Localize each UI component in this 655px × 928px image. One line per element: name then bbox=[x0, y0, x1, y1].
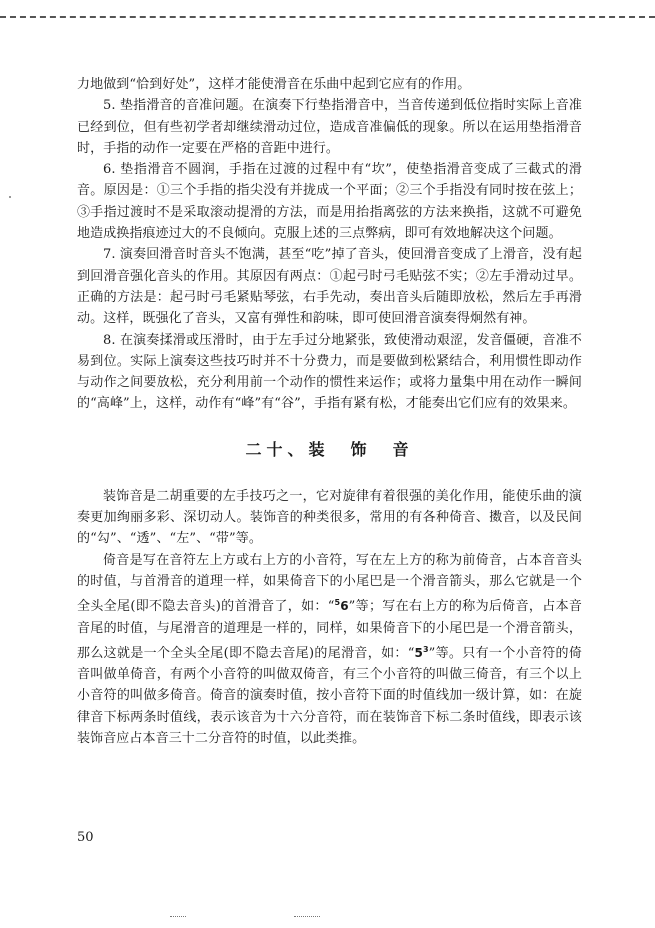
grace-text-b: ”等；写在右上方的称为后倚音，占本音音尾的时值，与尾滑音的道理是一样的，同样，如果倚音下的小尾巴是一个滑音箭头，那么这就是一个全头全尾(即不隐去音尾)的尾滑音，如：“ bbox=[77, 599, 583, 661]
grace-note-example-front bbox=[335, 599, 349, 613]
paragraph-grace-notes bbox=[77, 550, 582, 750]
grace-note-main-2: 5 bbox=[414, 645, 423, 660]
top-dashed-rule bbox=[0, 16, 655, 18]
grace-note-small: 5 bbox=[334, 598, 341, 608]
page-number: 50 bbox=[77, 830, 94, 845]
paragraph-item-5: 5. 垫指滑音的音准问题。在演奏下行垫指滑音中，当音传递到低位指时实际上音准已经到位，但有些初学者却继续滑动过位，造成音准偏低的现象。所以在运用垫指滑音时，手指的动作一定要在严格的音距中进行。 bbox=[77, 98, 582, 156]
bottom-scan-marks bbox=[170, 916, 390, 920]
page-body bbox=[77, 74, 582, 749]
grace-text-c: ”等。只有一个小音符的倚音叫做单倚音，有两个小音符的叫做双倚音，有三个小音符的叫做三倚音，有三个以上小音符的叫做多倚音。倚音的演奏时值，按小音符下面的时值线加一级计算，如：在旋律音下标两条时值线，表示该音为十六分音符，而在装饰音下标二条时值线，即表示该装饰音应占本音三十二分音符的时值，以此类推。 bbox=[77, 645, 582, 747]
grace-note-small-2: 3 bbox=[422, 644, 429, 654]
paragraph-item-7: 7. 演奏回滑音时音头不饱满，甚至“吃”掉了音头，使回滑音变成了上滑音，没有起到回滑音强化音头的作用。其原因有两点：①起弓时弓毛贴弦不实；②左手滑动过早。正确的方法是：起弓时弓毛紧贴琴弦，右手先动，奏出音头后随即放松，然后左手再滑动。这样，既强化了音头，又富有弹性和韵味，即可使回滑音演奏得炯然有神。 bbox=[77, 247, 582, 327]
paragraph-item-8: 8. 在演奏揉滑或压滑时，由于左手过分地紧张，致使滑动艰涩，发音僵硬，音准不易到位。实际上演奏这些技巧时并不十分费力，而是要做到松紧结合，利用惯性即动作与动作之间要放松，充分利用前一个动作的惯性来运作；或将力量集中用在动作一瞬间的“高峰”上，这样，动作有“峰”有“谷”，手指有紧有松，才能奏出它们应有的效果来。 bbox=[77, 332, 582, 412]
paragraph-continuation: 力地做到“恰到好处”，这样才能使滑音在乐曲中起到它应有的作用。 bbox=[77, 77, 471, 92]
grace-note-example-back bbox=[414, 646, 428, 660]
grace-note-main: 6 bbox=[340, 599, 349, 614]
grace-text-a: 倚音是写在音符左上方或右上方的小音符，写在左上方的称为前倚音，占本音音头的时值，与首滑音的道理一样，如果倚音下的小尾巴是一个滑音箭头，那么它就是一个全头全尾(即不隐去音头)的首滑音了，如：“ bbox=[77, 552, 582, 615]
scan-speck bbox=[9, 196, 11, 198]
section-heading: 二十、装 饰 音 bbox=[245, 439, 414, 459]
paragraph-item-6: 6. 垫指滑音不圆润，手指在过渡的过程中有“坎”，使垫指滑音变成了三截式的滑音。原因是：①三个手指的指尖没有并拢成一个平面；②三个手指没有同时按在弦上；③手指过渡时不是采取滚动提滑的方法，而是用抬指离弦的方法来换指，这就不可避免地造成换指痕迹过大的不良倾向。克服上述的三点弊病，即可有效地解决这个问题。 bbox=[77, 162, 582, 242]
paragraph-ornament-intro: 装饰音是二胡重要的左手技巧之一，它对旋律有着很强的美化作用，能使乐曲的演奏更加绚丽多彩、深切动人。装饰音的种类很多，常用的有各种倚音、擞音，以及民间的“勾”、“透”、“左”、“带”等。 bbox=[77, 488, 582, 547]
